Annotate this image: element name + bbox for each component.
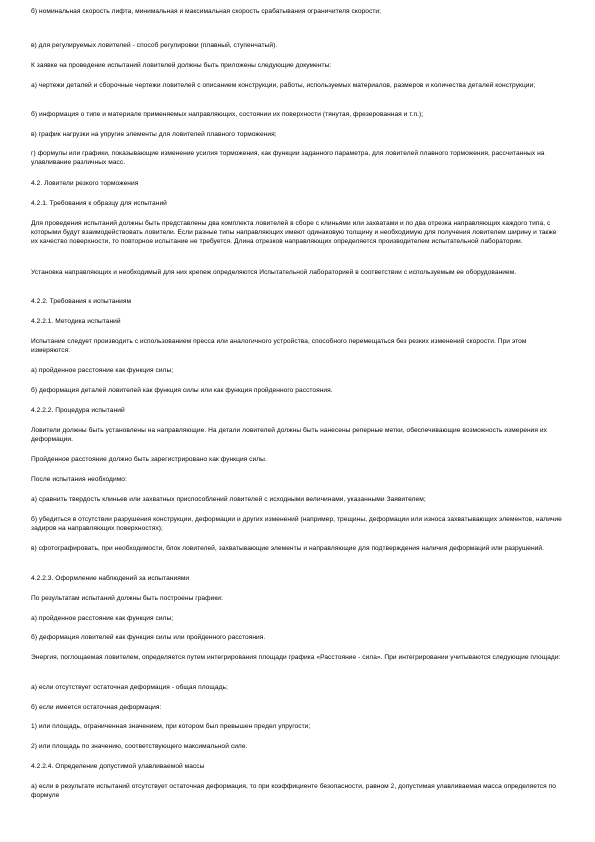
paragraph-documents-intro: К заявке на проведение испытаний ловителей должны быть приложены следующие документы: [31, 62, 332, 69]
section-heading-4-2-1: 4.2.1. Требования к образцу для испытаний [31, 200, 167, 207]
paragraph-after-test: После испытания необходимо: [31, 476, 127, 483]
paragraph-guide-rail-info: б) информация о типе и материале применяемых направляющих, состоянии их поверхности (тянутая, фрезерованная и т.п.); [31, 111, 424, 118]
section-heading-4-2-2-1: 4.2.2.1. Методика испытаний [31, 318, 121, 325]
paragraph-max-force: 2) или площадь по значению, соответствующего максимальной силе. [31, 743, 248, 750]
paragraph-load-graph: в) график нагрузки на упругие элементы для ловителей плавного торможения; [31, 131, 277, 138]
paragraph-rail-mounting: Установка направляющих и необходимый для них крепеж определяются Испытательной лабораторией в соответствии с используемым ее оборудованием. [31, 269, 517, 276]
paragraph-hardness-check: а) сравнить твердость клиньев или захватных приспособлений ловителей с исходными величинами, указанными Заявителем; [31, 496, 426, 503]
paragraph-drawings: а) чертежи деталей и сборочные чертежи ловителей с описанием конструкции, работы, используемых материалов, размеров и количества деталей конструкции; [31, 82, 536, 89]
section-heading-4-2-2-4: 4.2.2.4. Определение допустимой улавливаемой массы [31, 763, 205, 770]
paragraph-mass-formula: а) если в результате испытаний отсутствует остаточная деформация, то при коэффициенте безопасности, равном 2, допустимая улавливаемая масса определяется по формуле [31, 783, 556, 799]
paragraph-graph-deformation: б) деформация ловителей как функция силы или пройденного расстояния. [31, 634, 266, 641]
paragraph-elastic-limit: 1) или площадь, ограниченная значением, при котором был превышен предел упругости; [31, 723, 311, 730]
paragraph-deformation-force: б) деформация деталей ловителей как функция силы или как функция пройденного расстояния. [31, 387, 333, 394]
paragraph-distance-force: а) пройденное расстояние как функция силы; [31, 367, 174, 374]
paragraph-speed-values: б) номинальная скорость лифта, минимальная и максимальная скорость срабатывания ограничителя скорости; [31, 8, 382, 15]
paragraph-test-samples: Для проведения испытаний должны быть представлены два комплекта ловителей в сборе с клиньями или захватами и по два отрезка направляющих каждого типа, с которыми будут взаимодействовать ловители. Если разные типы направляющих имеют одинаковую толщину и необходимую для получения ловителем ширину и также их качество поверхности, то повторное испытание не требуется. Длина отрезков направляющих определяется производителем испытательной лаборатории. [31, 220, 557, 245]
paragraph-graph-distance: а) пройденное расстояние как функция силы; [31, 615, 174, 622]
paragraph-damage-check: б) убедиться в отсутствии разрушения конструкции, деформации и других изменений (например, трещины, деформации или износа захватывающих элементов, наличие задиров на направляющих поверхностях); [31, 516, 562, 532]
paragraph-graphs-intro: По результатам испытаний должны быть построены графики: [31, 595, 223, 602]
paragraph-residual: б) если имеется остаточная деформация: [31, 704, 162, 711]
paragraph-adjustment-method: в) для регулируемых ловителей - способ регулировки (плавный, ступенчатый). [31, 42, 278, 49]
paragraph-energy: Энергия, поглощаемая ловителем, определяется путем интегрирования площади графика «Расстояние - сила». При интегрировании учитываются следующие площади: [31, 654, 561, 661]
paragraph-test-method: Испытание следует производить с использованием пресса или аналогичного устройства, способного перемещаться без резких изменений скорости. При этом измеряются: [31, 338, 527, 354]
paragraph-installation: Ловители должны быть установлены на направляющие. На детали ловителей должны быть нанесены реперные метки, обеспечивающие возможность измерения их деформации. [31, 427, 547, 443]
paragraph-no-residual: а) если отсутствует остаточная деформация - общая площадь; [31, 684, 228, 691]
section-heading-4-2-2-2: 4.2.2.2. Процедура испытаний [31, 407, 125, 414]
section-heading-4-2: 4.2. Ловители резкого торможения [31, 180, 139, 187]
paragraph-registration: Пройденное расстояние должно быть зарегистрировано как функция силы. [31, 456, 267, 463]
section-heading-4-2-2-3: 4.2.2.3. Оформление наблюдений за испытаниями [31, 575, 190, 582]
paragraph-photograph: в) сфотографировать, при необходимости, блок ловителей, захватывающие элементы и направляющие для подтверждения наличия деформаций или разрушений. [31, 545, 545, 552]
section-heading-4-2-2: 4.2.2. Требования к испытаниям [31, 298, 132, 305]
paragraph-braking-formulas: г) формулы или графики, показывающие изменение усилия торможения, как функции заданного параметра, для ловителей плавного торможения, рассчитанных на улавливание различных масс. [31, 150, 545, 166]
